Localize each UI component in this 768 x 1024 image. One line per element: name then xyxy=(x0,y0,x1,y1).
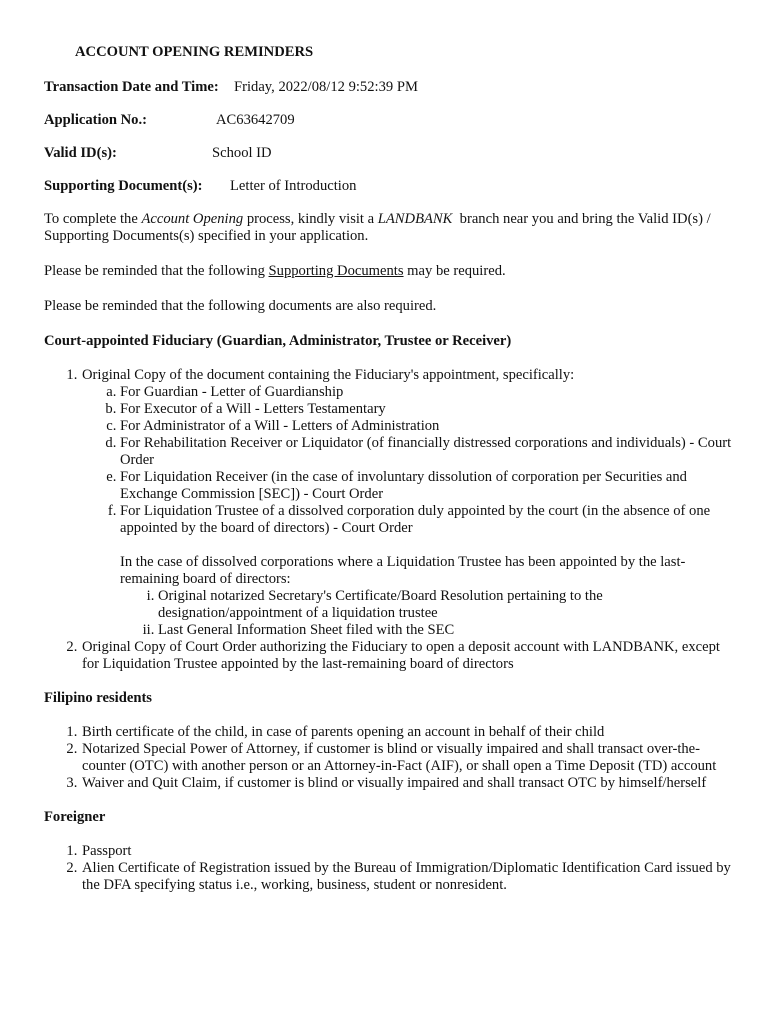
intro-landbank: LANDBANK xyxy=(377,211,453,227)
intro-text-2: process, kindly visit a xyxy=(243,211,378,227)
transaction-date-label: Transaction Date and Time: xyxy=(44,79,219,95)
intro-account-opening: Account Opening xyxy=(141,211,244,227)
valid-id-value: School ID xyxy=(212,145,272,161)
list-item: i. Original notarized Secretary's Certificate/Board Resolution pertaining to the designation/appointment of a liquidation trustee xyxy=(158,588,734,622)
transaction-date-value: Friday, 2022/08/12 9:52:39 PM xyxy=(234,79,418,95)
list-item: 2. Alien Certificate of Registration issued by the Bureau of Immigration/Diplomatic Identification Card issued by the DFA specifying status i.e., working, business, student or nonresident. xyxy=(81,860,734,894)
application-number-label: Application No.: xyxy=(44,112,147,128)
supporting-document-field xyxy=(44,178,734,195)
filipino-heading: Filipino residents xyxy=(44,690,152,706)
dissolved-corporation-list xyxy=(82,588,734,639)
list-item: 3. Waiver and Quit Claim, if customer is blind or visually impaired and shall transact OTC by himself/herself xyxy=(81,775,734,792)
supporting-documents-link[interactable]: Supporting Documents xyxy=(268,263,404,279)
list-item: e. For Liquidation Receiver (in the case of involuntary dissolution of corporation per Securities and Exchange Commission [SEC]) - Court Order xyxy=(120,469,734,503)
list-item: f. For Liquidation Trustee of a dissolved corporation duly appointed by the court (in the absence of one appointed by the board of directors) - Court Order xyxy=(120,503,734,537)
supporting-document-label: Supporting Document(s): xyxy=(44,178,203,194)
list-item: d. For Rehabilitation Receiver or Liquidator (of financially distressed corporations and individuals) - Court Order xyxy=(120,435,734,469)
reminder-required: Please be reminded that the following documents are also required. xyxy=(44,298,437,314)
list-item xyxy=(81,367,734,639)
reminder-text: Please be reminded that the following xyxy=(44,263,269,279)
list-item: c. For Administrator of a Will - Letters of Administration xyxy=(120,418,734,435)
application-number-value: AC63642709 xyxy=(216,112,295,128)
list-item: 2. Original Copy of Court Order authorizing the Fiduciary to open a deposit account with LANDBANK, except for Liquidation Trustee appointed by the last-remaining board of directors xyxy=(81,639,734,673)
document-page xyxy=(44,44,734,894)
list-item: a. For Guardian - Letter of Guardianship xyxy=(120,384,734,401)
transaction-date-field xyxy=(44,79,734,96)
fiduciary-list xyxy=(44,367,734,673)
application-number-field xyxy=(44,112,734,129)
list-item: 1. Passport xyxy=(81,843,734,860)
list-item: 1. Birth certificate of the child, in case of parents opening an account in behalf of their child xyxy=(81,724,734,741)
dissolved-corporation-note: In the case of dissolved corporations where a Liquidation Trustee has been appointed by the last-remaining board of directors: xyxy=(120,554,686,587)
list-item: b. For Executor of a Will - Letters Testamentary xyxy=(120,401,734,418)
reminder-supporting xyxy=(44,263,734,280)
fiduciary-heading: Court-appointed Fiduciary (Guardian, Administrator, Trustee or Receiver) xyxy=(44,333,512,349)
list-item: 2. Notarized Special Power of Attorney, if customer is blind or visually impaired and shall transact over-the-counter (OTC) with another person or an Attorney-in-Fact (AIF), or shall open a Time Deposit (TD) account xyxy=(81,741,734,775)
foreigner-list xyxy=(44,843,734,894)
page-title: ACCOUNT OPENING REMINDERS xyxy=(75,44,314,60)
valid-id-label: Valid ID(s): xyxy=(44,145,117,161)
supporting-document-value: Letter of Introduction xyxy=(230,178,357,194)
list-item: ii. Last General Information Sheet filed with the SEC xyxy=(158,622,734,639)
valid-id-field xyxy=(44,145,734,162)
fiduciary-sublist xyxy=(82,384,734,537)
fiduciary-item-1: Original Copy of the document containing the Fiduciary's appointment, specifically: xyxy=(82,367,575,383)
filipino-list xyxy=(44,724,734,792)
reminder-text-end: may be required. xyxy=(403,263,506,279)
foreigner-heading: Foreigner xyxy=(44,809,106,825)
intro-paragraph xyxy=(44,211,734,245)
intro-text-3: branch near you and bring the Valid ID(s) / Supporting Documents(s) specified in your application. xyxy=(44,211,715,244)
intro-text-1: To complete the xyxy=(44,211,142,227)
